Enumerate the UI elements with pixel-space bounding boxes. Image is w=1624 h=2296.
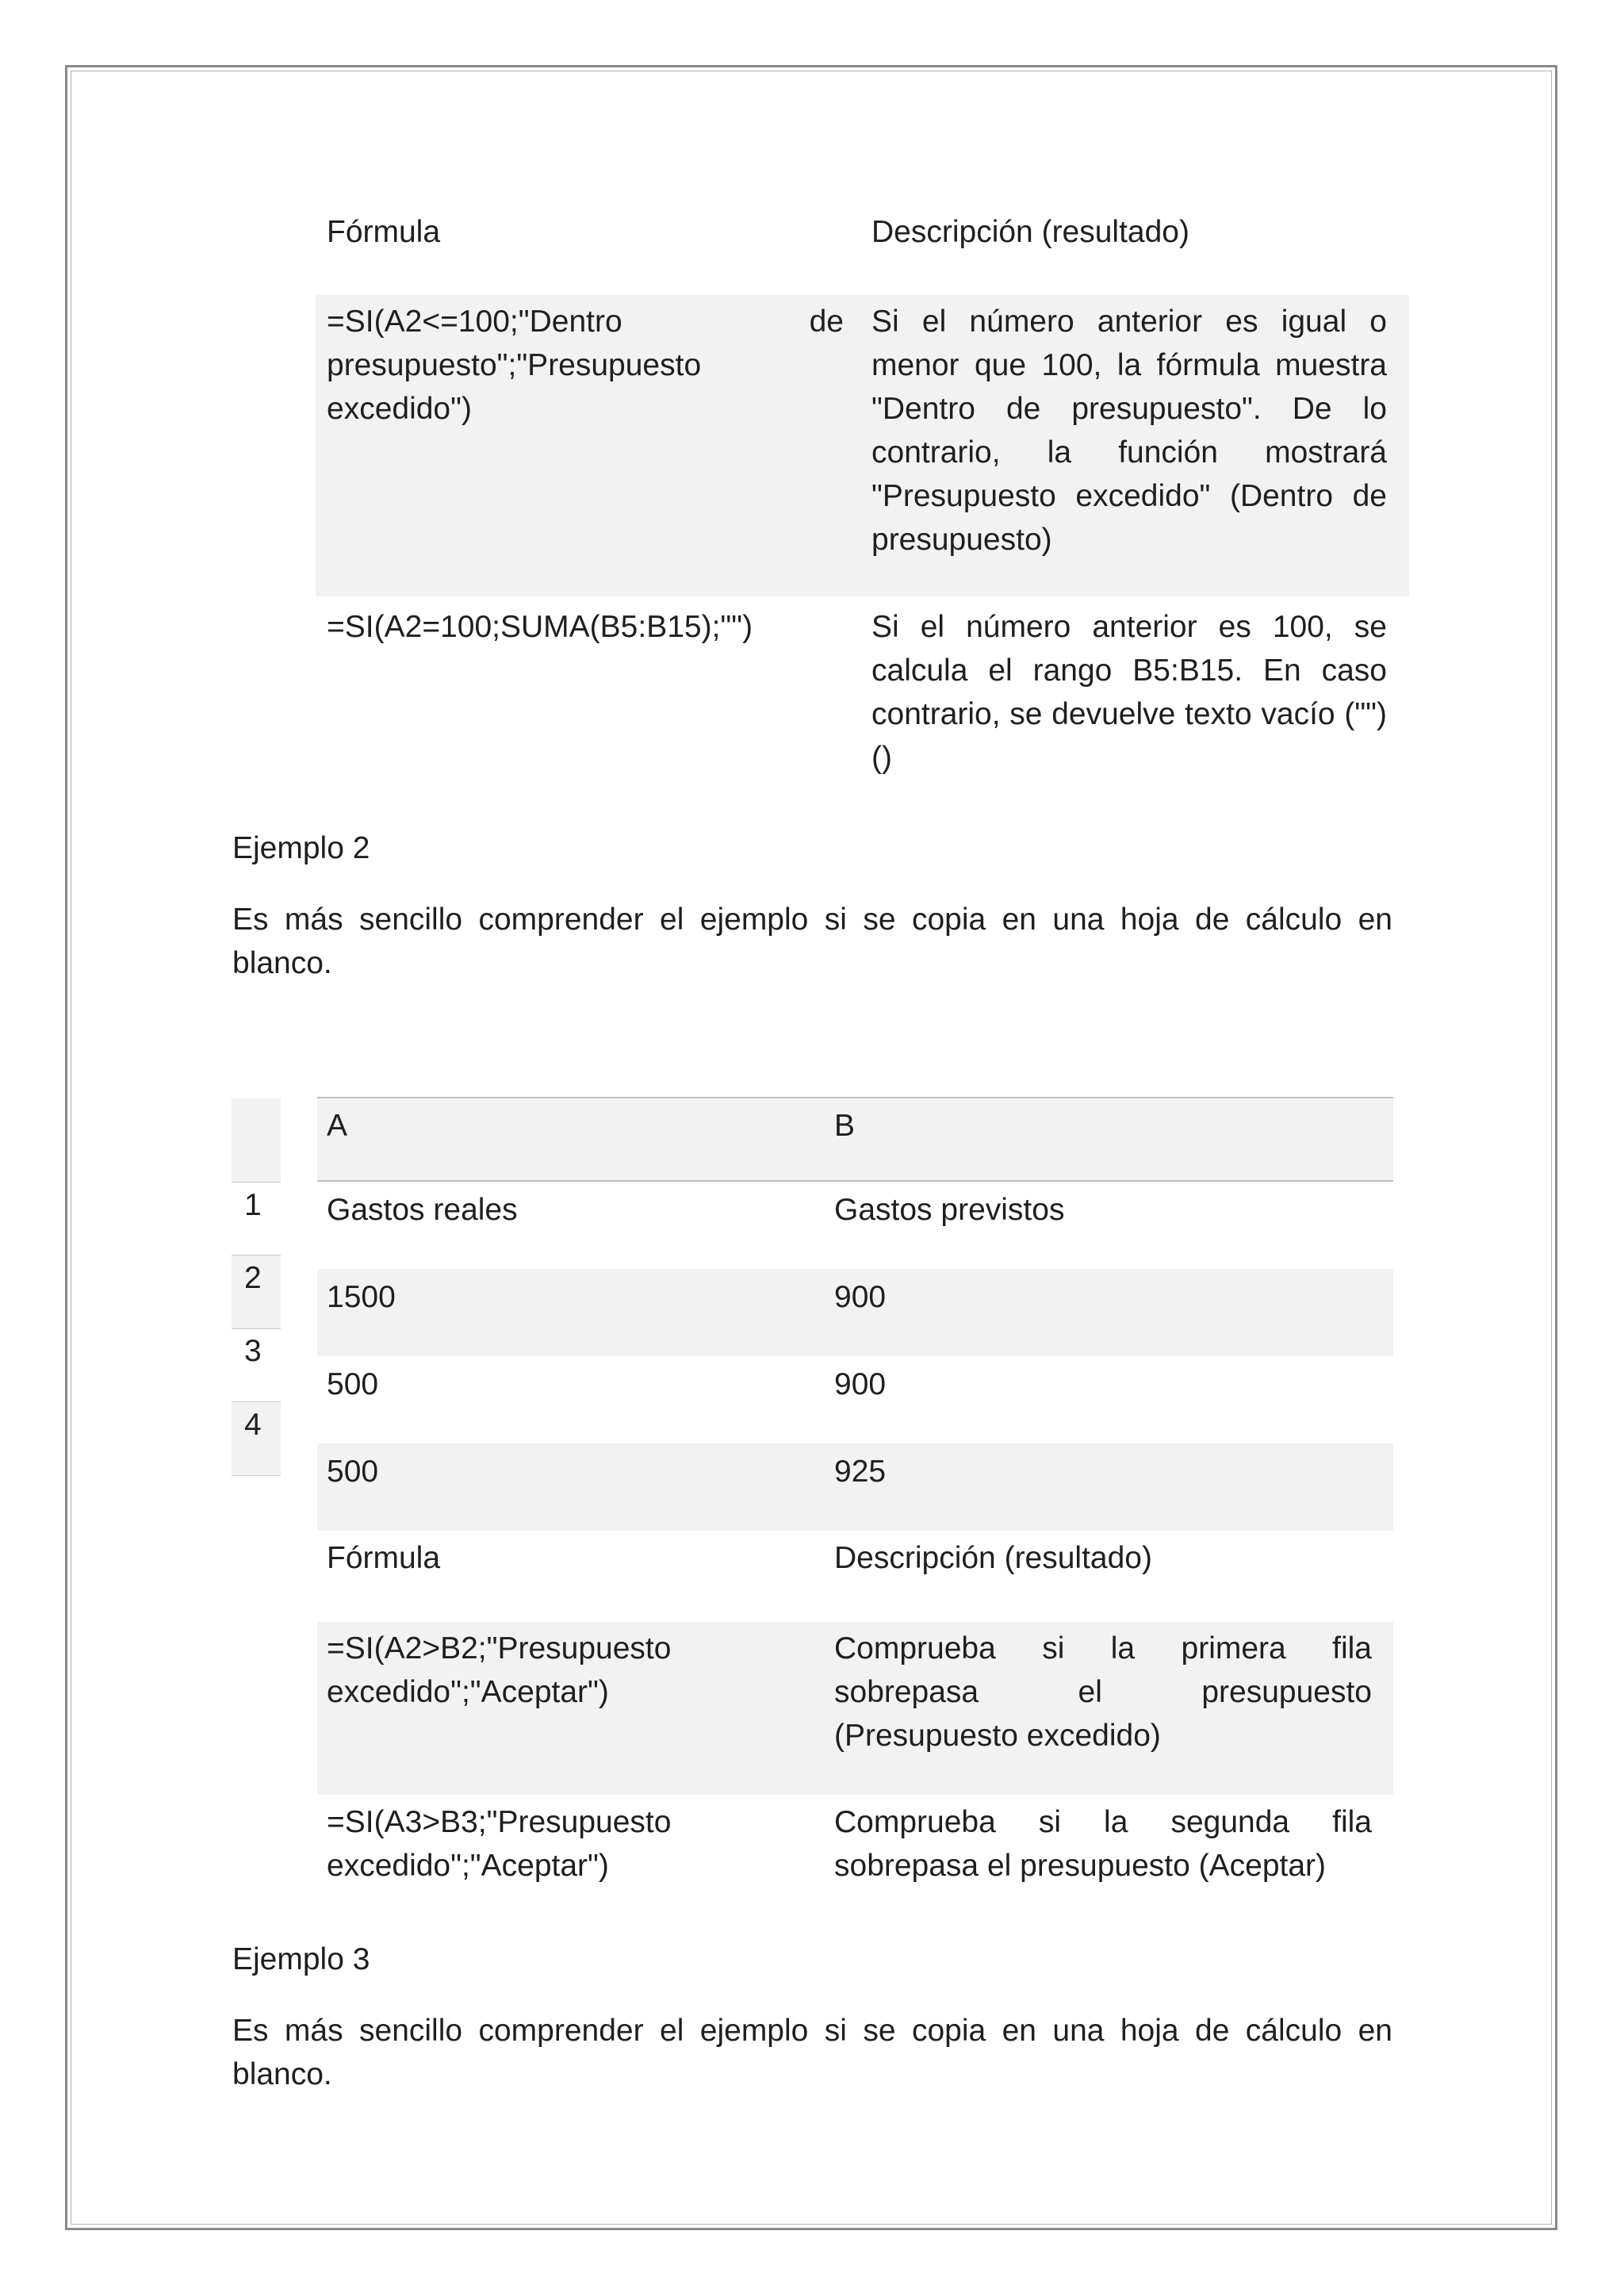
row-header-divider [232, 1475, 281, 1476]
example3-heading: Ejemplo 3 [232, 1942, 370, 1976]
example2-heading: Ejemplo 2 [232, 831, 370, 865]
table2-header-description: Descripción (resultado) [834, 1541, 1152, 1575]
cell-b1: Gastos previstos [834, 1193, 1065, 1227]
cell-b3: 900 [834, 1367, 887, 1401]
cell-b2: 900 [834, 1280, 887, 1314]
column-header-row [317, 1098, 1393, 1180]
table2-row2-formula: =SI(A3>B3;"Presupuesto excedido";"Aceptar") [327, 1805, 672, 1883]
cell-a4: 500 [327, 1455, 379, 1489]
row-number-3: 3 [244, 1334, 262, 1368]
table2-row2-description: Comprueba si la segunda fila sobrepasa el presupuesto (Aceptar) [834, 1805, 1372, 1883]
table1-row2-description: Si el número anterior es 100, se calcula el rango B5:B15. En caso contrario, se devuelve texto vacío ("") () [871, 610, 1387, 775]
table2-header-formula: Fórmula [327, 1541, 441, 1575]
row-number-1: 1 [244, 1188, 262, 1222]
example2-intro: Es más sencillo comprender el ejemplo si se copia en una hoja de cálculo en blanco. [232, 903, 1392, 980]
cell-a3: 500 [327, 1367, 379, 1401]
cell-b4: 925 [834, 1455, 887, 1489]
cell-a1: Gastos reales [327, 1193, 518, 1227]
table1-row2-formula: =SI(A2=100;SUMA(B5:B15);"") [327, 610, 753, 644]
column-header-bottom-border [317, 1180, 1393, 1182]
column-header-a: A [327, 1109, 348, 1143]
column-header-b: B [834, 1109, 856, 1143]
table1-row1-description: Si el número anterior es igual o menor que 100, la fórmula muestra "Dentro de presupuesto". De lo contrario, la función mostrará "Presupuesto excedido" (Dentro de presupuesto) [871, 305, 1387, 557]
table2-row1-description: Comprueba si la primera fila sobrepasa el presupuesto (Presupuesto excedido) [834, 1631, 1372, 1753]
table1-row1-formula: =SI(A2<=100;"Dentro de presupuesto";"Presupuesto excedido") [327, 305, 844, 426]
row-number-4: 4 [244, 1408, 262, 1442]
cell-a2: 1500 [327, 1280, 396, 1314]
row-header-corner [232, 1098, 281, 1182]
table2-row1-formula: =SI(A2>B2;"Presupuesto excedido";"Aceptar") [327, 1631, 672, 1709]
row-number-2: 2 [244, 1261, 262, 1295]
example3-intro: Es más sencillo comprender el ejemplo si se copia en una hoja de cálculo en blanco. [232, 2014, 1392, 2091]
table1-header-description: Descripción (resultado) [871, 215, 1189, 249]
table1-header-formula: Fórmula [327, 215, 441, 249]
